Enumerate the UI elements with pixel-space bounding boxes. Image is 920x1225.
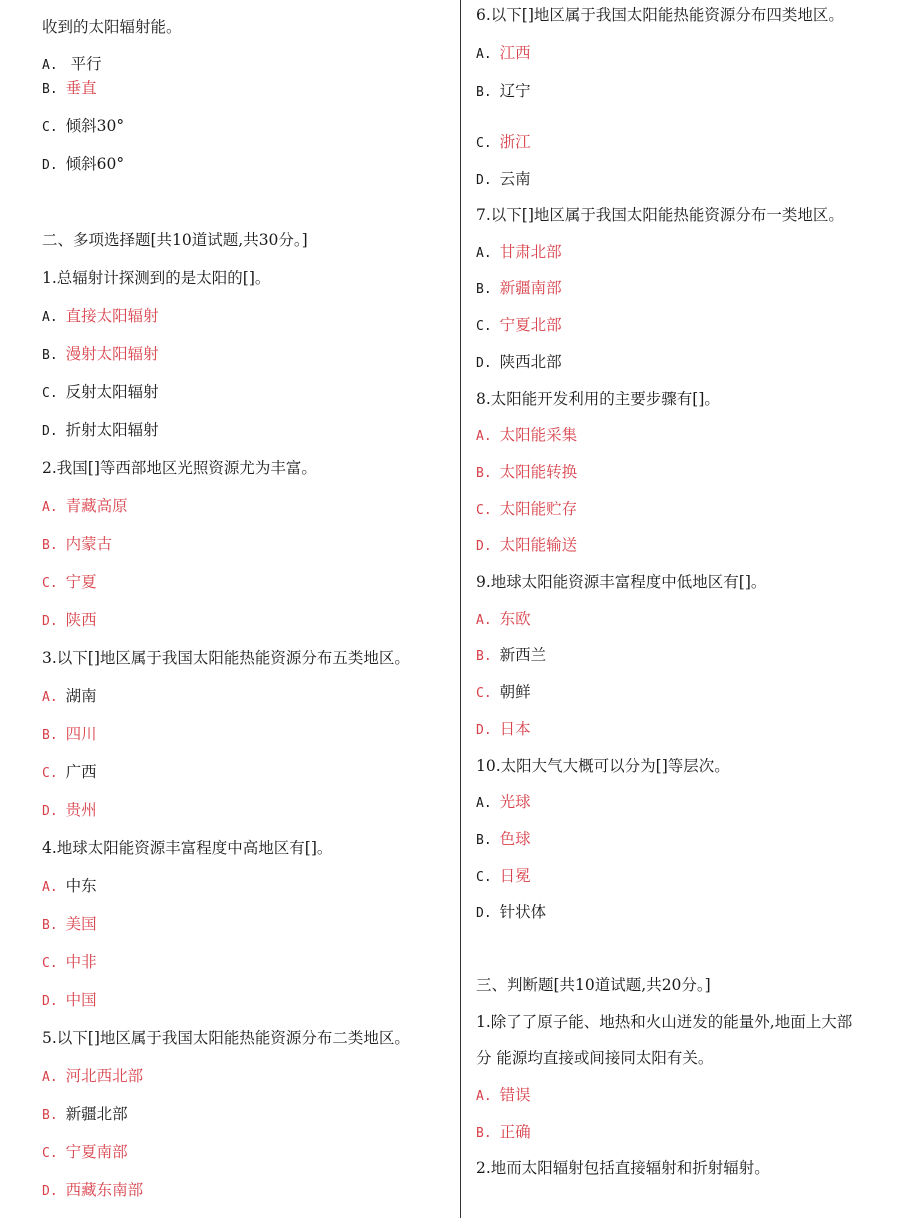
option-text: 四川 <box>65 725 97 743</box>
answer-option <box>476 682 531 704</box>
option-label: A. <box>42 690 58 705</box>
option-text: 美国 <box>65 915 97 933</box>
option-text: 甘肃北部 <box>499 243 562 261</box>
answer-option <box>42 990 97 1012</box>
option-label: C. <box>476 686 492 701</box>
answer-option <box>476 792 531 814</box>
answer-option <box>476 645 546 667</box>
option-label: B. <box>42 82 58 97</box>
option-label: D. <box>476 173 492 188</box>
answer-option <box>42 382 159 404</box>
option-label: A. <box>476 613 492 628</box>
answer-option <box>42 800 97 822</box>
option-text: 针状体 <box>499 903 547 921</box>
option-text: 新疆南部 <box>499 279 562 297</box>
option-label: C. <box>42 956 58 971</box>
answer-option <box>42 78 97 100</box>
option-label: B. <box>476 649 492 664</box>
answer-option <box>42 914 97 936</box>
answer-option <box>476 499 577 521</box>
option-text: 宁夏 <box>65 573 97 591</box>
option-label: C. <box>42 576 58 591</box>
column-divider <box>460 0 461 1218</box>
option-text: 太阳能采集 <box>499 426 578 444</box>
option-label: D. <box>42 804 58 819</box>
option-label: A. <box>476 796 492 811</box>
option-text: 垂直 <box>65 79 97 97</box>
option-text: 直接太阳辐射 <box>65 307 159 325</box>
option-label: D. <box>42 614 58 629</box>
option-text: 江西 <box>499 44 531 62</box>
option-label: C. <box>476 503 492 518</box>
answer-option <box>42 610 97 632</box>
option-label: D. <box>476 539 492 554</box>
answer-option <box>476 1122 531 1144</box>
option-text: 反射太阳辐射 <box>65 383 159 401</box>
option-label: B. <box>476 282 492 297</box>
question-text: 10.太阳大气大概可以分为[]等层次。 <box>476 757 730 775</box>
option-text: 宁夏南部 <box>65 1143 128 1161</box>
answer-option <box>42 534 112 556</box>
answer-option <box>42 306 159 328</box>
option-text: 内蒙古 <box>65 535 113 553</box>
answer-option <box>476 866 531 888</box>
option-label: A. <box>42 310 58 325</box>
option-text: 太阳能转换 <box>499 463 578 481</box>
question-text: 2.地而太阳辐射包括直接辐射和折射辐射。 <box>476 1159 770 1177</box>
option-label: A. <box>476 47 492 62</box>
option-label: B. <box>476 833 492 848</box>
question-text: 二、多项选择题[共10道试题,共30分。] <box>42 231 308 249</box>
option-label: C. <box>476 136 492 151</box>
option-text: 光球 <box>499 793 531 811</box>
option-label: D. <box>42 1184 58 1199</box>
option-text: 折射太阳辐射 <box>65 421 159 439</box>
question-text: 分 能源均直接或间接同太阳有关。 <box>476 1049 714 1067</box>
answer-option <box>476 169 531 191</box>
option-label: C. <box>42 386 58 401</box>
option-label: D. <box>476 906 492 921</box>
option-text: 倾斜60° <box>65 155 125 173</box>
answer-option <box>476 352 562 374</box>
answer-option <box>476 425 577 447</box>
question-text: 1.除了了原子能、地热和火山迸发的能量外,地面上大部 <box>476 1013 853 1031</box>
option-label: C. <box>42 1146 58 1161</box>
question-text: 6.以下[]地区属于我国太阳能热能资源分布四类地区。 <box>476 6 844 24</box>
answer-option <box>476 132 531 154</box>
answer-option <box>476 315 562 337</box>
option-text: 河北西北部 <box>65 1067 144 1085</box>
option-label: A. <box>42 1070 58 1085</box>
option-text: 青藏高原 <box>65 497 128 515</box>
answer-option <box>42 344 159 366</box>
option-text: 宁夏北部 <box>499 316 562 334</box>
question-text: 1.总辐射计探测到的是太阳的[]。 <box>42 269 271 287</box>
option-text: 太阳能输送 <box>499 536 578 554</box>
question-text: 9.地球太阳能资源丰富程度中低地区有[]。 <box>476 573 767 591</box>
answer-option <box>42 1142 128 1164</box>
option-label: D. <box>42 424 58 439</box>
option-label: D. <box>42 994 58 1009</box>
option-label: A. <box>476 429 492 444</box>
answer-option <box>42 876 97 898</box>
answer-option <box>42 1066 143 1088</box>
answer-option <box>476 1085 531 1107</box>
answer-option <box>42 762 97 784</box>
option-text: 色球 <box>499 830 531 848</box>
answer-option <box>42 572 97 594</box>
answer-option <box>476 535 577 557</box>
answer-option <box>476 43 531 65</box>
question-text: 8.太阳能开发利用的主要步骤有[]。 <box>476 390 720 408</box>
answer-option <box>42 952 97 974</box>
question-text: 2.我国[]等西部地区光照资源尤为丰富。 <box>42 459 317 477</box>
option-label: A. <box>42 500 58 515</box>
option-label: C. <box>476 319 492 334</box>
option-label: C. <box>42 120 58 135</box>
answer-option <box>42 1104 128 1126</box>
option-text: 贵州 <box>65 801 97 819</box>
option-label: A. <box>476 1089 492 1104</box>
option-text: 辽宁 <box>499 82 531 100</box>
option-label: B. <box>42 918 58 933</box>
answer-option <box>476 242 562 264</box>
answer-option <box>476 462 577 484</box>
answer-option <box>476 81 531 103</box>
option-text: 广西 <box>65 763 97 781</box>
answer-option <box>476 278 562 300</box>
option-label: B. <box>42 1108 58 1123</box>
option-label: B. <box>42 538 58 553</box>
answer-option <box>42 420 159 442</box>
option-text: 倾斜30° <box>65 117 125 135</box>
option-label: B. <box>476 1126 492 1141</box>
answer-option <box>476 829 531 851</box>
answer-option <box>42 496 128 518</box>
option-text: 朝鲜 <box>499 683 531 701</box>
option-label: D. <box>476 356 492 371</box>
option-label: B. <box>476 85 492 100</box>
option-label: B. <box>42 348 58 363</box>
option-text: 湖南 <box>65 687 97 705</box>
option-label: A. <box>476 246 492 261</box>
option-text: 太阳能贮存 <box>499 500 578 518</box>
option-text: 陕西 <box>65 611 97 629</box>
option-text: 陕西北部 <box>499 353 562 371</box>
option-label: B. <box>42 728 58 743</box>
option-text: 正确 <box>499 1123 531 1141</box>
option-text: 平行 <box>65 55 102 73</box>
answer-option <box>42 1180 143 1202</box>
question-text: 三、判断题[共10道试题,共20分。] <box>476 976 711 994</box>
option-text: 西藏东南部 <box>65 1181 144 1199</box>
option-label: D. <box>476 723 492 738</box>
option-text: 云南 <box>499 170 531 188</box>
answer-option <box>42 54 102 76</box>
option-label: D. <box>42 158 58 173</box>
option-text: 日本 <box>499 720 531 738</box>
option-text: 中非 <box>65 953 97 971</box>
answer-option <box>42 154 124 176</box>
option-label: A. <box>42 58 58 73</box>
option-text: 中东 <box>65 877 97 895</box>
option-text: 日冕 <box>499 867 531 885</box>
question-text: 5.以下[]地区属于我国太阳能热能资源分布二类地区。 <box>42 1029 410 1047</box>
option-text: 漫射太阳辐射 <box>65 345 159 363</box>
answer-option <box>476 719 531 741</box>
question-text: 7.以下[]地区属于我国太阳能热能资源分布一类地区。 <box>476 206 844 224</box>
question-text: 收到的太阳辐射能。 <box>42 18 182 36</box>
option-text: 新西兰 <box>499 646 547 664</box>
answer-option <box>42 686 97 708</box>
answer-option <box>476 609 531 631</box>
option-label: B. <box>476 466 492 481</box>
option-label: C. <box>42 766 58 781</box>
answer-option <box>476 902 546 924</box>
option-text: 东欧 <box>499 610 531 628</box>
option-text: 中国 <box>65 991 97 1009</box>
option-label: C. <box>476 870 492 885</box>
answer-option <box>42 116 124 138</box>
option-text: 浙江 <box>499 133 531 151</box>
answer-option <box>42 724 97 746</box>
option-label: A. <box>42 880 58 895</box>
question-text: 3.以下[]地区属于我国太阳能热能资源分布五类地区。 <box>42 649 410 667</box>
option-text: 新疆北部 <box>65 1105 128 1123</box>
question-text: 4.地球太阳能资源丰富程度中高地区有[]。 <box>42 839 333 857</box>
option-text: 错误 <box>499 1086 531 1104</box>
